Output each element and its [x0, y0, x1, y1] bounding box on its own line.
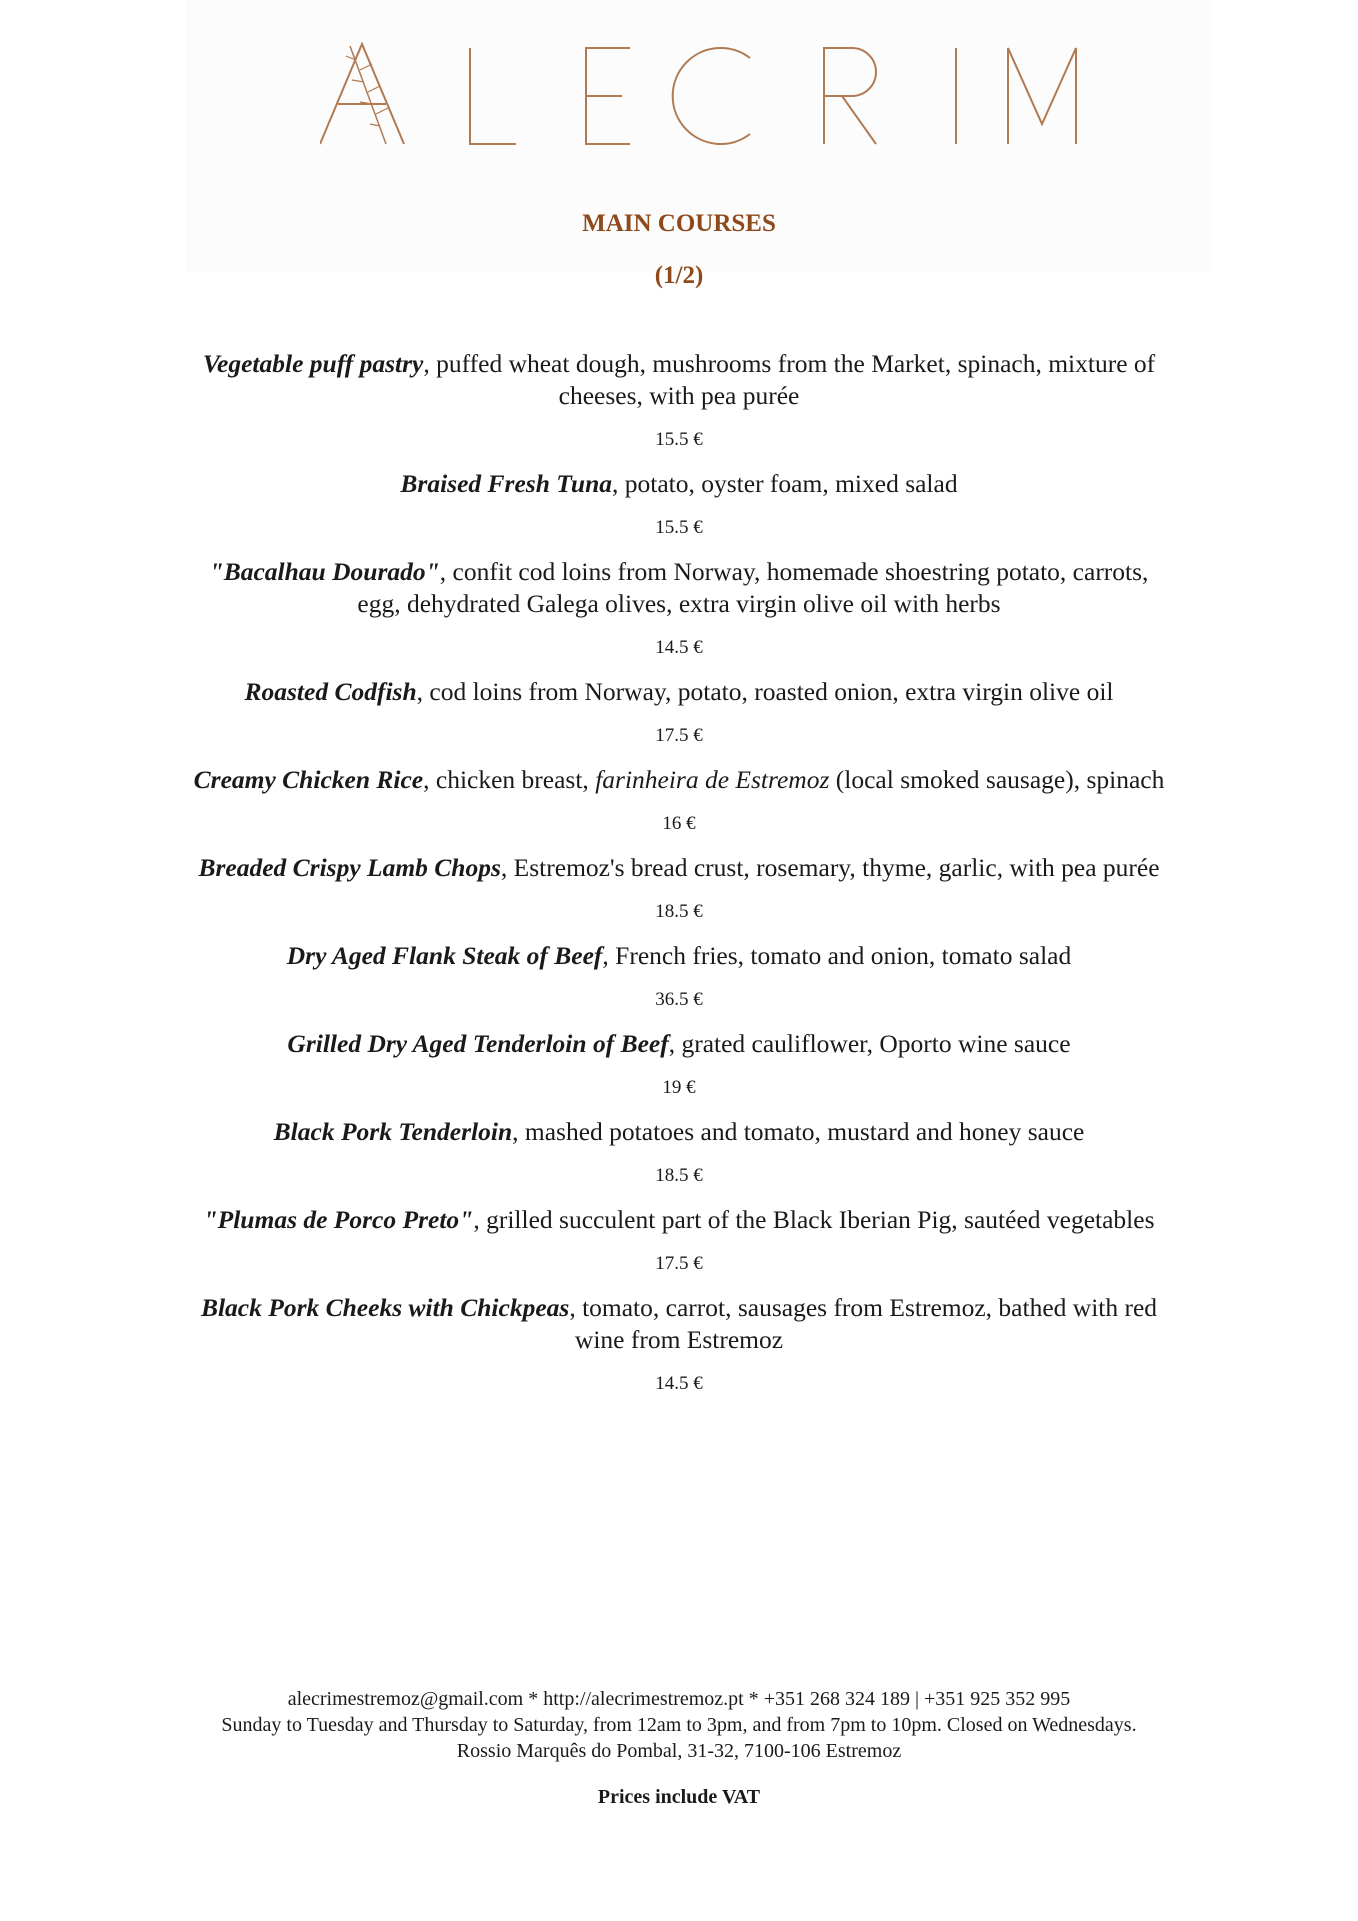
- dish-description: , potato, oyster foam, mixed salad: [612, 469, 958, 498]
- dish-price: 15.5 €: [655, 429, 703, 450]
- dish-price: 16 €: [662, 813, 696, 834]
- dish-price: 15.5 €: [655, 517, 703, 538]
- dish-item: [186, 348, 1172, 412]
- dish-item: [186, 1028, 1172, 1060]
- dish-name: Black Pork Cheeks with Chickpeas: [200, 1293, 570, 1322]
- dish-price: 36.5 €: [655, 989, 703, 1010]
- dish-description: , cod loins from Norway, potato, roasted onion, extra virgin olive oil: [416, 677, 1114, 706]
- dish-description: , grated cauliflower, Oporto wine sauce: [668, 1029, 1071, 1058]
- dish-price: 14.5 €: [655, 1373, 703, 1394]
- footer-address: Rossio Marquês do Pombal, 31-32, 7100-106 Estremoz: [456, 1740, 902, 1762]
- dish-item: [186, 764, 1172, 796]
- dish-description-part: (local smoked sausage), spinach: [829, 765, 1165, 794]
- menu-list: [186, 348, 1172, 1412]
- dish-name: Roasted Codfish: [244, 677, 417, 706]
- dish-price: 17.5 €: [655, 1253, 703, 1274]
- dish-description: , tomato, carrot, sausages from Estremoz, bathed with red wine from Estremoz: [569, 1293, 1158, 1354]
- dish-item: [186, 1292, 1172, 1356]
- page-indicator: (1/2): [654, 262, 704, 289]
- dish-description-part: , chicken breast,: [423, 765, 596, 794]
- dish-price: 14.5 €: [655, 637, 703, 658]
- dish-name: Dry Aged Flank Steak of Beef: [286, 941, 603, 970]
- dish-item: [186, 852, 1172, 884]
- dish-name: Braised Fresh Tuna: [400, 469, 612, 498]
- dish-description: , confit cod loins from Norway, homemade shoestring potato, carrots, egg, dehydrated Galega olives, extra virgin olive oil with herbs: [357, 557, 1149, 618]
- dish-description: , French fries, tomato and onion, tomato salad: [602, 941, 1072, 970]
- dish-item: [186, 940, 1172, 972]
- dish-name: Grilled Dry Aged Tenderloin of Beef: [287, 1029, 669, 1058]
- dish-item: [186, 676, 1172, 708]
- vat-note: Prices include VAT: [597, 1786, 761, 1808]
- dish-price: 19 €: [662, 1077, 696, 1098]
- page-title: MAIN COURSES: [582, 210, 776, 237]
- footer: [186, 1686, 1172, 1810]
- dish-item: [186, 1116, 1172, 1148]
- dish-description: [423, 765, 1164, 794]
- dish-description-italic: farinheira de Estremoz: [595, 765, 830, 794]
- dish-description: , grilled succulent part of the Black Iberian Pig, sautéed vegetables: [473, 1205, 1155, 1234]
- dish-description: , Estremoz's bread crust, rosemary, thyme, garlic, with pea purée: [500, 853, 1160, 882]
- dish-name: Black Pork Tenderloin: [273, 1117, 513, 1146]
- dish-name: Breaded Crispy Lamb Chops: [198, 853, 501, 882]
- alecrim-logo: [320, 36, 1080, 156]
- dish-item: [186, 1204, 1172, 1236]
- footer-hours: Sunday to Tuesday and Thursday to Saturday, from 12am to 3pm, and from 7pm to 10pm. Closed on Wednesdays.: [221, 1714, 1137, 1736]
- footer-contact: alecrimestremoz@gmail.com * http://alecrimestremoz.pt * +351 268 324 189 | +351 925 352 995: [287, 1688, 1071, 1710]
- dish-name: Creamy Chicken Rice: [193, 765, 424, 794]
- dish-name: "Bacalhau Dourado": [209, 557, 440, 586]
- dish-price: 18.5 €: [655, 901, 703, 922]
- dish-description: , puffed wheat dough, mushrooms from the Market, spinach, mixture of cheeses, with pea purée: [423, 349, 1156, 410]
- dish-name: "Plumas de Porco Preto": [203, 1205, 474, 1234]
- dish-name: Vegetable puff pastry: [202, 349, 424, 378]
- dish-item: [186, 468, 1172, 500]
- dish-item: [186, 556, 1172, 620]
- dish-price: 17.5 €: [655, 725, 703, 746]
- dish-description: , mashed potatoes and tomato, mustard and honey sauce: [512, 1117, 1085, 1146]
- dish-price: 18.5 €: [655, 1165, 703, 1186]
